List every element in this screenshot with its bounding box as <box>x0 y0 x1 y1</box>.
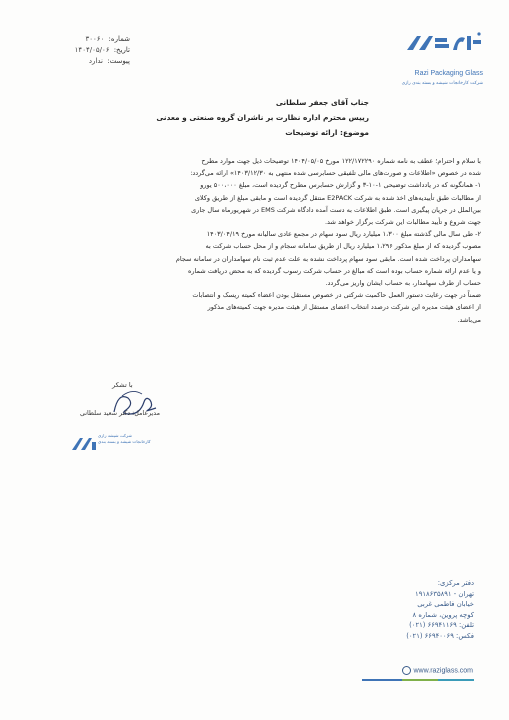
footer-color-bar <box>362 679 474 681</box>
body-line: از اعضای هیئت مدیره این شرکت درصدد انتخاب اعضای مستقل از هیئت مدیره جهت کمیته‌های مذکور <box>207 303 481 312</box>
addressee-block <box>39 95 369 140</box>
body-line: می‌باشد. <box>457 315 481 324</box>
closing-regards: با تشکر <box>112 381 133 389</box>
number-label: شماره: <box>108 35 130 43</box>
company-stamp <box>70 432 160 456</box>
office-line: تلفن: ۶۶۹۴۱۱۶۹ (۰۲۱) <box>409 621 474 629</box>
globe-icon <box>402 666 411 675</box>
body-line: شده در خصوص «اطلاعات و صورت‌های مالی تلفیقی حسابرسی شده منتهی به ۱۴۰۳/۱۲/۳۰» ارائه می‌گردد: <box>190 169 481 178</box>
body-line: حساب از طرف سهامدار، به حساب ایشان واریز می‌گردد. <box>325 279 481 288</box>
footer-bar-blue <box>362 679 402 681</box>
body-line: با سلام و احترام؛ عطف به نامه شماره ۱۲۲/۱۷۲۲۹۰ مورخ ۱۴۰۴/۰۵/۰۵ توضیحات ذیل جهت موارد مطرح <box>201 157 481 165</box>
body-line: جهت شروع و تأیید مطالبات این شرکت برگزار خواهد شد. <box>324 218 481 227</box>
logo-english-text: Razi Packaging Glass <box>414 70 483 77</box>
date-value: ۱۴۰۴/۰۵/۰۶ <box>74 46 110 54</box>
body-line: ۱- همانگونه که در یادداشت توضیحی ۱-۱۰-۳ و گزارش حسابرس مطرح گردیده است، مبلغ ۵۰۰،۰۰۰ یورو <box>200 181 481 190</box>
handwritten-signature-icon <box>104 384 164 424</box>
website-link[interactable] <box>402 666 473 675</box>
footer-bar-green <box>402 679 438 681</box>
signatory-name: مدیرعامل: دکتر سعید سلطانی <box>80 410 160 417</box>
office-line: تهران - ۱۹۱۸۶۳۵۸۹۱ <box>415 589 474 598</box>
office-line: فکس: ۶۶۹۴۰۰۶۹ (۰۲۱) <box>406 631 474 640</box>
body-line: ۲- طی سال مالی گذشته مبلغ ۱،۳۰۰ میلیارد ریال سود سهام در مجمع عادی سالیانه مورخ ۱۴۰۳/۰۴/۱۹ <box>206 230 481 239</box>
body-line: سهامداران پرداخت شده است. مابقی سود سهام پرداخت نشده به علت عدم ثبت نام سهامداران در سامانه سجام <box>175 254 481 263</box>
office-line: خیابان فاطمی غربی <box>417 600 474 608</box>
stamp-line-2: کارخانجات شیشه و بسته بندی <box>98 439 151 444</box>
body-line: مصوب گردیده که از مبلغ مذکور ۱،۲۹۶ میلیارد ریال از طریق سامانه سجام و از محل حساب شرکت به <box>205 242 481 251</box>
addressee-title: رییس محترم اداره نظارت بر ناشران گروه صنعتی و معدنی <box>156 113 369 122</box>
addressee-name: جناب آقای جعفر سلطانی <box>275 98 369 107</box>
office-title: دفتر مرکزی: <box>437 579 474 587</box>
body-line: و یا عدم ارائه شماره حساب بوده است که مبالغ در حساب شرکت رسوب گردیده که به محض دریافت شماره <box>187 266 481 275</box>
office-line: کوچه پروین، شماره ۸ <box>412 610 474 619</box>
logo-persian-subtitle: شرکت کارخانجات شیشه و بسته بندی رازی <box>401 81 483 86</box>
company-logo <box>403 30 483 88</box>
attachment-value: ندارد <box>88 57 103 65</box>
letter-subject: موضوع: ارائه توضیحات <box>285 128 369 137</box>
letter-body <box>38 155 481 326</box>
razi-logo-mark-icon <box>403 30 483 56</box>
body-line: بین‌الملل در جریان پیگیری است. طبق اطلاعات به دست آمده دادگاه شرکت EMS در شهریورماه سال جاری <box>191 205 481 214</box>
letter-meta <box>58 34 130 67</box>
letter-date-row <box>58 45 130 56</box>
letter-attachment-row <box>58 56 130 67</box>
attachment-label: پیوست: <box>107 57 130 65</box>
footer-bar-teal <box>438 679 474 681</box>
stamp-line-1: شرکت شیشه رازی <box>98 433 132 438</box>
body-line: از مطالبات طبق تأییدیه‌های اخذ شده به شرکت E2PACK منتقل گردیده است و مابقی مبلغ از طریق وکلای <box>194 193 481 202</box>
number-value: ۳۰۰۶۰ <box>85 35 105 43</box>
letter-number-row <box>58 34 130 45</box>
website-text: www.raziglass.com <box>413 667 473 675</box>
date-label: تاریخ: <box>113 46 130 54</box>
body-line: ضمناً در جهت رعایت دستور العمل حاکمیت شرکتی در خصوص مستقل بودن اعضاء کمیته ریسک و انتصابات <box>192 291 481 300</box>
head-office-address <box>364 578 474 641</box>
